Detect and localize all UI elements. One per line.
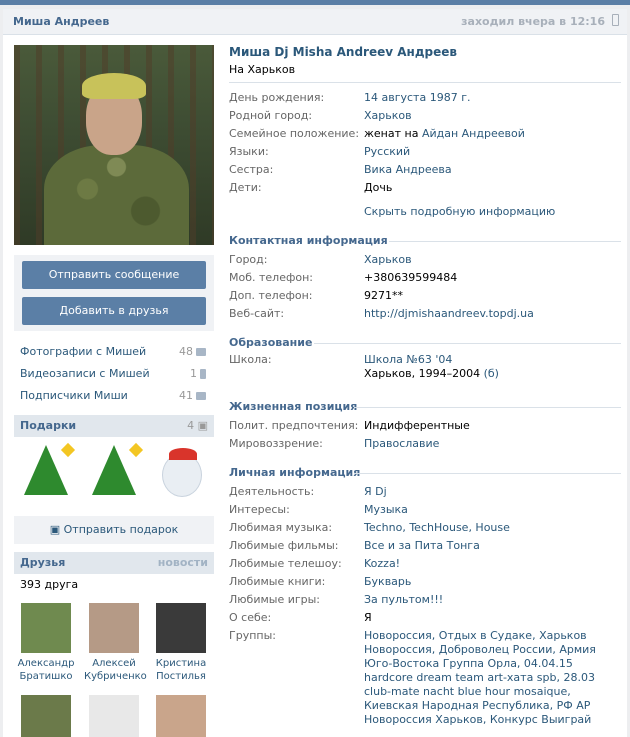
info-label: Любимая музыка:	[229, 521, 333, 534]
info-row-hometown	[229, 107, 621, 125]
contact-section-title: Контактная информация	[229, 231, 621, 251]
info-value[interactable]: Харьков	[364, 253, 412, 266]
info-value[interactable]: 14 августа 1987 г.	[364, 91, 471, 104]
counter-followers-count: 41	[179, 385, 206, 407]
info-label: Семейное положение:	[229, 127, 360, 140]
info-row-languages	[229, 143, 621, 161]
info-value: Индифферентные	[364, 419, 470, 432]
counter-photos[interactable]	[14, 341, 214, 363]
info-label: Город:	[229, 253, 268, 266]
info-label: Школа:	[229, 353, 272, 366]
gift-tree-1[interactable]	[18, 445, 74, 505]
friend-avatar	[21, 603, 71, 653]
info-label: Деятельность:	[229, 485, 315, 498]
last-seen-status: заходил вчера в 12:16	[461, 15, 605, 28]
info-value: Я	[364, 611, 372, 624]
info-label: Доп. телефон:	[229, 289, 313, 302]
info-row-mobile	[229, 269, 621, 287]
info-row-extra-phone	[229, 287, 621, 305]
info-row-politics	[229, 417, 621, 435]
star-icon	[129, 443, 143, 457]
education-section-title: Образование	[229, 333, 621, 353]
info-value: +380639599484	[364, 271, 458, 284]
info-label: Группы:	[229, 629, 276, 642]
friend-name: Алексей Кубриченко	[84, 658, 147, 682]
info-row-school	[229, 353, 621, 387]
friend-avatar	[156, 603, 206, 653]
info-label: Полит. предпочтения:	[229, 419, 359, 432]
counter-followers-label: Подписчики Миши	[20, 389, 128, 402]
christmas-tree-icon	[24, 445, 68, 495]
send-gift-button[interactable]	[14, 516, 214, 544]
info-label: Любимые телешоу:	[229, 557, 342, 570]
gifts-header[interactable]	[14, 415, 214, 437]
counter-videos[interactable]	[14, 363, 214, 385]
send-gift-label: Отправить подарок	[63, 523, 179, 536]
info-row-groups	[229, 629, 621, 727]
personal-section-title: Личная информация	[229, 463, 621, 483]
friends-count: 393 друга	[20, 578, 79, 591]
friend-name: Кристина Постилья	[155, 658, 207, 682]
info-value[interactable]: За пультом!!!	[364, 593, 444, 606]
add-friend-button[interactable]: Добавить в друзья	[22, 297, 206, 325]
info-row-music	[229, 519, 621, 537]
send-message-button[interactable]: Отправить сообщение	[22, 261, 206, 289]
info-value[interactable]: Русский	[364, 145, 411, 158]
friend-name: Александр Братишко	[17, 658, 75, 682]
profile-status[interactable]: На Харьков	[229, 63, 296, 76]
gifts-title: Подарки	[20, 419, 77, 432]
school-link[interactable]: Школа №63 '04	[364, 353, 453, 366]
top-bar	[0, 0, 630, 5]
info-row-relationship	[229, 125, 621, 143]
info-row-city	[229, 251, 621, 269]
info-row-birthday	[229, 89, 621, 107]
info-row-movies	[229, 537, 621, 555]
friends-grid	[14, 595, 214, 735]
christmas-tree-icon	[92, 445, 136, 495]
people-icon	[196, 392, 206, 400]
info-label: Любимые фильмы:	[229, 539, 339, 552]
info-value: женат на Айдан Андреевой	[364, 127, 525, 140]
counter-videos-count: 1	[190, 363, 206, 385]
info-label: Языки:	[229, 145, 269, 158]
info-row-interests	[229, 501, 621, 519]
hide-details-link[interactable]: Скрыть подробную информацию	[364, 205, 556, 218]
info-value[interactable]: Харьков	[364, 109, 412, 122]
friend-card[interactable]	[84, 695, 144, 737]
friends-news-link[interactable]: новости	[157, 556, 208, 569]
info-row-children	[229, 179, 621, 197]
counter-followers[interactable]	[14, 385, 214, 407]
divider	[229, 82, 621, 83]
info-label: Любимые игры:	[229, 593, 321, 606]
info-label: О себе:	[229, 611, 272, 624]
profile-counters	[14, 341, 214, 407]
friend-avatar	[21, 695, 71, 737]
profile-info	[229, 45, 621, 727]
info-row-tv	[229, 555, 621, 573]
info-label: Любимые книги:	[229, 575, 326, 588]
info-value: 9271**	[364, 289, 403, 302]
info-label: Веб-сайт:	[229, 307, 285, 320]
profile-actions	[14, 255, 214, 331]
friend-card[interactable]	[16, 603, 76, 683]
counter-videos-label: Видеозаписи с Мишей	[20, 367, 150, 380]
profile-name: Миша Dj Misha Andreev Андреев	[229, 45, 457, 59]
friends-header[interactable]	[14, 552, 214, 574]
info-row-website	[229, 305, 621, 323]
info-value[interactable]: Все и за Пита Тонга	[364, 539, 480, 552]
counter-photos-count: 48	[179, 341, 206, 363]
info-value[interactable]: Православие	[364, 437, 440, 450]
info-value: Дочь	[364, 181, 393, 194]
info-label: Родной город:	[229, 109, 313, 122]
camera-icon	[196, 348, 206, 356]
gift-icon: ▣	[197, 419, 208, 432]
profile-photo[interactable]	[14, 45, 214, 245]
gifts-list	[14, 437, 214, 512]
info-label: День рождения:	[229, 91, 325, 104]
info-row-activity	[229, 483, 621, 501]
info-value[interactable]: Kozza!	[364, 557, 401, 570]
info-label: Дети:	[229, 181, 262, 194]
website-link[interactable]: http://djmishaandreev.topdj.ua	[364, 307, 534, 320]
info-label: Мировоззрение:	[229, 437, 323, 450]
friend-avatar	[89, 603, 139, 653]
gift-tree-2[interactable]	[86, 445, 142, 505]
photo-figure-hair	[82, 73, 146, 99]
friends-title: Друзья	[20, 556, 66, 569]
info-value[interactable]: Я Dj	[364, 485, 387, 498]
star-icon	[61, 443, 75, 457]
info-value[interactable]: Вика Андреева	[364, 163, 452, 176]
left-column	[14, 45, 214, 735]
gifts-count: 4 ▣	[187, 419, 208, 432]
counter-photos-label: Фотографии с Мишей	[20, 345, 147, 358]
profile-page	[3, 35, 627, 737]
info-label: Сестра:	[229, 163, 274, 176]
friend-card[interactable]	[151, 603, 211, 683]
info-row-worldview	[229, 435, 621, 453]
dog-santa-icon	[162, 453, 202, 497]
info-row-sister	[229, 161, 621, 179]
info-row-about	[229, 609, 621, 627]
friend-avatar	[89, 695, 139, 737]
header-name[interactable]: Миша Андреев	[13, 15, 110, 28]
info-row-games	[229, 591, 621, 609]
friend-avatar	[156, 695, 206, 737]
info-row-books	[229, 573, 621, 591]
friend-card[interactable]	[84, 603, 147, 683]
profile-header	[3, 9, 627, 35]
photo-figure-body	[44, 145, 189, 245]
friend-card[interactable]	[16, 695, 76, 737]
school-grade-link[interactable]: (б)	[483, 367, 499, 380]
spouse-link[interactable]: Айдан Андреевой	[421, 127, 525, 140]
info-value[interactable]: Techno, TechHouse, House	[364, 521, 510, 534]
gift-icon: ▣	[49, 523, 61, 536]
mobile-icon	[612, 14, 619, 26]
groups-list[interactable]: Новороссия, Отдых в Судаке, Харьков Новороссия, Доброволец России, Армия Юго-Востока Группа Орла, 04.04.15 hardcore dream team art-хата spb, 28.03 club-mate nacht blue hour mosaique, Киевская Народная Республика, РФ АР Новороссия Харьков, Конкурс Выиграй	[364, 629, 596, 726]
friend-card[interactable]	[151, 695, 211, 737]
info-label: Интересы:	[229, 503, 290, 516]
gift-dog[interactable]	[154, 445, 210, 505]
school-details: Харьков, 1994–2004 (б)	[364, 367, 499, 380]
position-section-title: Жизненная позиция	[229, 397, 621, 417]
info-label: Моб. телефон:	[229, 271, 314, 284]
film-icon	[200, 369, 206, 379]
info-value[interactable]: Музыка	[364, 503, 408, 516]
info-value[interactable]: Букварь	[364, 575, 412, 588]
